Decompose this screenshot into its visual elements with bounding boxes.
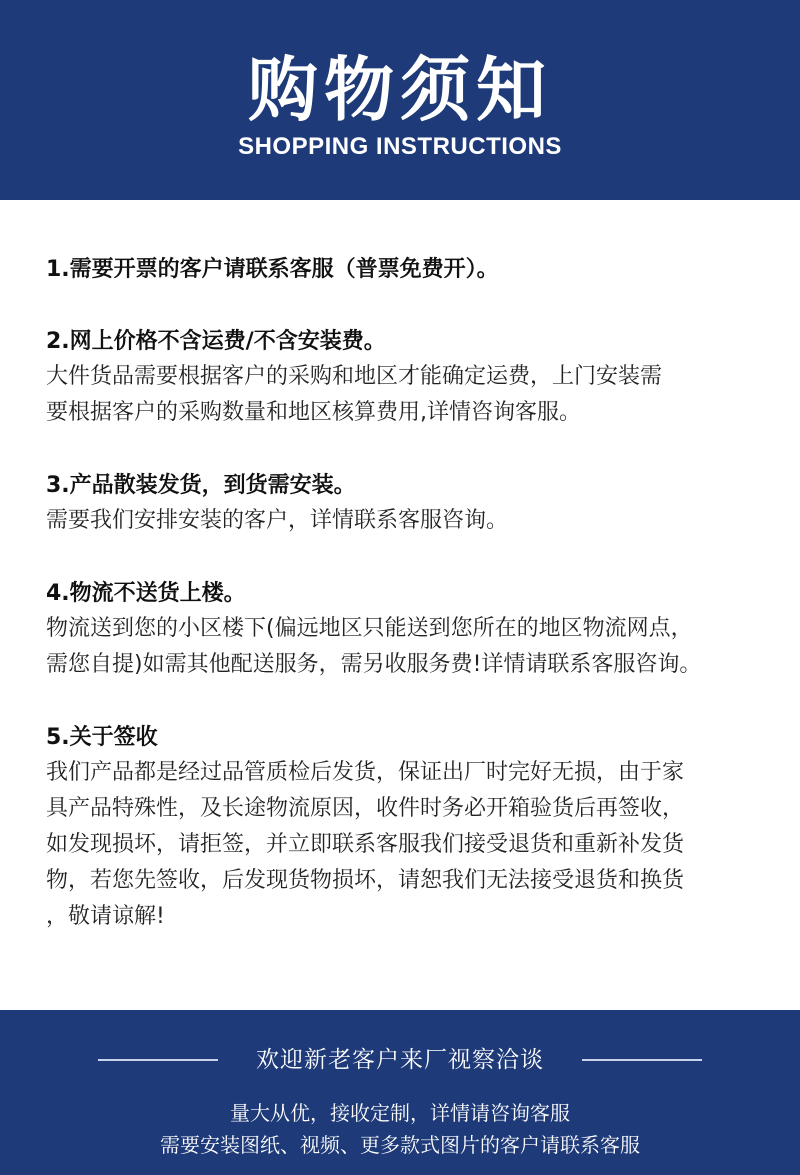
instruction-section-1 (46, 253, 766, 287)
section-body (46, 503, 766, 539)
section-line: 需要我们安排安装的客户，详情联系客服咨询。 (46, 508, 509, 533)
instruction-section-3 (46, 469, 766, 539)
section-line: 物流送到您的小区楼下(偏远地区只能送到您所在的地区物流网点， (46, 616, 693, 641)
footer-text-line: 需要安装图纸、视频、更多款式图片的客户请联系客服 (160, 1133, 640, 1157)
section-line: ，敬请谅解! (46, 904, 165, 929)
section-title: 1.需要开票的客户请联系客服（普票免费开）。 (46, 257, 499, 282)
section-body (46, 611, 766, 683)
section-title: 4.物流不送货上楼。 (46, 581, 246, 606)
instruction-section-4 (46, 577, 766, 683)
instructions-list (46, 253, 766, 973)
section-body (46, 359, 766, 431)
section-body (46, 755, 766, 935)
instruction-section-5 (46, 721, 766, 935)
footer-heading-row (0, 1042, 800, 1078)
section-line: 需您自提)如需其他配送服务，需另收服务费!详情请联系客服咨询。 (46, 652, 702, 677)
divider-line-right (582, 1059, 702, 1061)
section-line: 如发现损坏，请拒签，并立即联系客服我们接受退货和重新补发货 (46, 832, 685, 857)
page-title: 购物须知 (248, 49, 552, 131)
section-line: 具产品特殊性，及长途物流原因，收件时务必开箱验货后再签收， (46, 796, 685, 821)
section-line: 物，若您先签收，后发现货物损坏，请恕我们无法接受退货和换货 (46, 868, 685, 893)
section-title: 2.网上价格不含运费/不含安装费。 (46, 329, 386, 354)
section-title: 5.关于签收 (46, 725, 158, 750)
footer-heading: 欢迎新老客户来厂视察洽谈 (256, 1047, 544, 1073)
section-line: 要根据客户的采购数量和地区核算费用,详情咨询客服。 (46, 400, 581, 425)
page-subtitle: SHOPPING INSTRUCTIONS (238, 133, 562, 160)
footer-text-line: 量大从优，接收定制，详情请咨询客服 (230, 1101, 570, 1125)
section-line: 大件货品需要根据客户的采购和地区才能确定运费，上门安装需 (46, 364, 663, 389)
footer-banner (0, 1010, 800, 1175)
section-line: 我们产品都是经过品管质检后发货，保证出厂时完好无损，由于家 (46, 760, 685, 785)
header-banner (0, 0, 800, 200)
section-title: 3.产品散装发货，到货需安装。 (46, 473, 356, 498)
instruction-section-2 (46, 325, 766, 431)
